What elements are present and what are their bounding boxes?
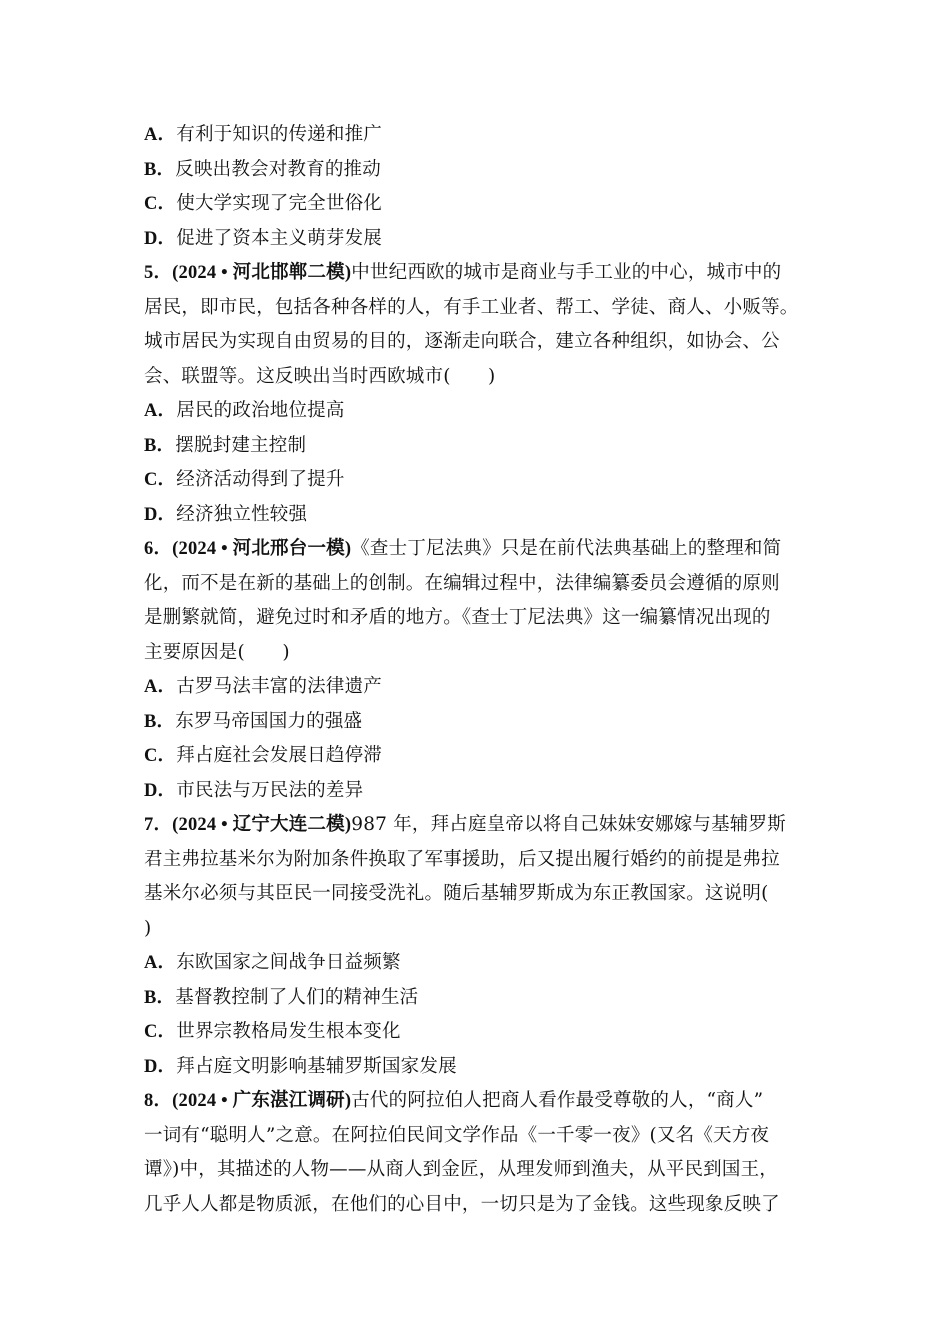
option-letter: C． bbox=[144, 1022, 177, 1042]
option-letter: D． bbox=[144, 228, 177, 249]
question-number: 6． bbox=[144, 539, 173, 559]
option-letter: C． bbox=[144, 746, 177, 766]
option-text: 世界宗教格局发生根本变化 bbox=[176, 1021, 401, 1042]
option-text: 有利于知识的传递和推广 bbox=[176, 124, 382, 145]
q5-stem-line-3: 城市居民为实现自由贸易的目的，逐渐走向联合，建立各种组织，如协会、公 bbox=[144, 331, 780, 352]
question-text: 会、联盟等。这反映出当时西欧城市( bbox=[144, 365, 451, 387]
q6-option-b bbox=[144, 705, 834, 740]
q7-stem-line-1 bbox=[144, 808, 834, 843]
q6-option-d bbox=[144, 774, 834, 809]
question-number: 5． bbox=[144, 263, 173, 283]
option-text: 基督教控制了人们的精神生活 bbox=[175, 986, 419, 1008]
question-text: 古代的阿拉伯人把商人看作最受尊敬的人，“商人” bbox=[351, 1090, 764, 1111]
q6-stem-line-1 bbox=[144, 532, 834, 567]
option-text: 拜占庭社会发展日趋停滞 bbox=[176, 745, 382, 766]
option-text: 东欧国家之间战争日益频繁 bbox=[176, 952, 401, 973]
q5-stem-line-4 bbox=[144, 360, 834, 395]
answer-blank: ) bbox=[244, 641, 290, 663]
question-text: 987 年，拜占庭皇帝以将自己妹妹安娜嫁与基辅罗斯 bbox=[351, 814, 786, 835]
option-text: 使大学实现了完全世俗化 bbox=[176, 193, 382, 214]
question-text: 中世纪西欧的城市是商业与手工业的中心，城市中的 bbox=[351, 262, 782, 283]
q6-stem-line-2: 化，而不是在新的基础上的创制。在编辑过程中，法律编纂委员会遵循的原则 bbox=[144, 572, 780, 594]
question-text: 《查士丁尼法典》只是在前代法典基础上的整理和简 bbox=[351, 538, 782, 559]
q6-stem-line-3: 是删繁就简，避免过时和矛盾的地方。《查士丁尼法典》这一编纂情况出现的 bbox=[144, 607, 771, 628]
q8-stem-line-2: 一词有“聪明人”之意。在阿拉伯民间文学作品《一千零一夜》(又名《天方夜 bbox=[144, 1124, 770, 1146]
question-source: (2024 • 广东湛江调研) bbox=[172, 1091, 352, 1111]
q4-option-c bbox=[144, 187, 834, 222]
q8-stem-line-4: 几乎人人都是物质派，在他们的心目中，一切只是为了金钱。这些现象反映了 bbox=[144, 1193, 780, 1215]
option-letter: D． bbox=[144, 780, 177, 801]
option-letter: C． bbox=[144, 194, 177, 214]
q5-option-d bbox=[144, 498, 834, 533]
option-letter: A． bbox=[144, 125, 177, 145]
option-text: 居民的政治地位提高 bbox=[176, 400, 345, 421]
option-letter: D． bbox=[144, 1056, 177, 1077]
option-letter: A． bbox=[144, 401, 177, 421]
q6-stem-line-4 bbox=[144, 636, 834, 671]
document-page bbox=[144, 118, 834, 1222]
option-letter: B． bbox=[144, 987, 176, 1008]
q6-option-a bbox=[144, 670, 834, 705]
q5-stem-line-1 bbox=[144, 256, 834, 291]
option-letter: B． bbox=[144, 435, 176, 456]
q4-option-d bbox=[144, 222, 834, 257]
question-source: (2024 • 河北邢台一模) bbox=[172, 539, 352, 559]
option-text: 拜占庭文明影响基辅罗斯国家发展 bbox=[176, 1055, 457, 1077]
q7-option-d bbox=[144, 1050, 834, 1085]
q5-option-b bbox=[144, 429, 834, 464]
question-source: (2024 • 河北邯郸二模) bbox=[172, 263, 352, 283]
question-text: 主要原因是( bbox=[144, 641, 245, 663]
option-letter: B． bbox=[144, 159, 176, 180]
q7-option-a bbox=[144, 946, 834, 981]
option-letter: A． bbox=[144, 953, 177, 973]
option-letter: D． bbox=[144, 504, 177, 525]
option-letter: C． bbox=[144, 470, 177, 490]
q5-option-c bbox=[144, 463, 834, 498]
q8-stem-line-3: 谭》)中，其描述的人物——从商人到金匠，从理发师到渔夫，从平民到国王， bbox=[144, 1159, 778, 1180]
question-source: (2024 • 辽宁大连二模) bbox=[172, 815, 352, 835]
q5-stem-line-2: 居民，即市民，包括各种各样的人，有手工业者、帮工、学徒、商人、小贩等。 bbox=[144, 296, 799, 318]
option-text: 促进了资本主义萌芽发展 bbox=[176, 227, 382, 249]
question-number: 7． bbox=[144, 815, 173, 835]
option-text: 反映出教会对教育的推动 bbox=[175, 158, 381, 180]
q7-option-c bbox=[144, 1015, 834, 1050]
option-text: 经济独立性较强 bbox=[176, 503, 308, 525]
q6-option-c bbox=[144, 739, 834, 774]
option-letter: B． bbox=[144, 711, 176, 732]
q8-stem-line-1 bbox=[144, 1084, 834, 1119]
option-text: 经济活动得到了提升 bbox=[176, 469, 345, 490]
q7-stem-line-4: ) bbox=[144, 917, 152, 939]
option-letter: A． bbox=[144, 677, 177, 697]
q5-option-a bbox=[144, 394, 834, 429]
answer-blank: ) bbox=[450, 365, 496, 387]
option-text: 东罗马帝国国力的强盛 bbox=[175, 710, 363, 732]
q7-stem-line-2: 君主弗拉基米尔为附加条件换取了军事援助，后又提出履行婚约的前提是弗拉 bbox=[144, 848, 780, 870]
q4-option-b bbox=[144, 153, 834, 188]
q7-option-b bbox=[144, 981, 834, 1016]
option-text: 市民法与万民法的差异 bbox=[176, 779, 364, 801]
option-text: 摆脱封建主控制 bbox=[175, 434, 307, 456]
question-number: 8． bbox=[144, 1091, 173, 1111]
q4-option-a bbox=[144, 118, 834, 153]
q7-stem-line-3: 基米尔必须与其臣民一同接受洗礼。随后基辅罗斯成为东正教国家。这说明( bbox=[144, 883, 769, 904]
option-text: 古罗马法丰富的法律遗产 bbox=[176, 676, 382, 697]
